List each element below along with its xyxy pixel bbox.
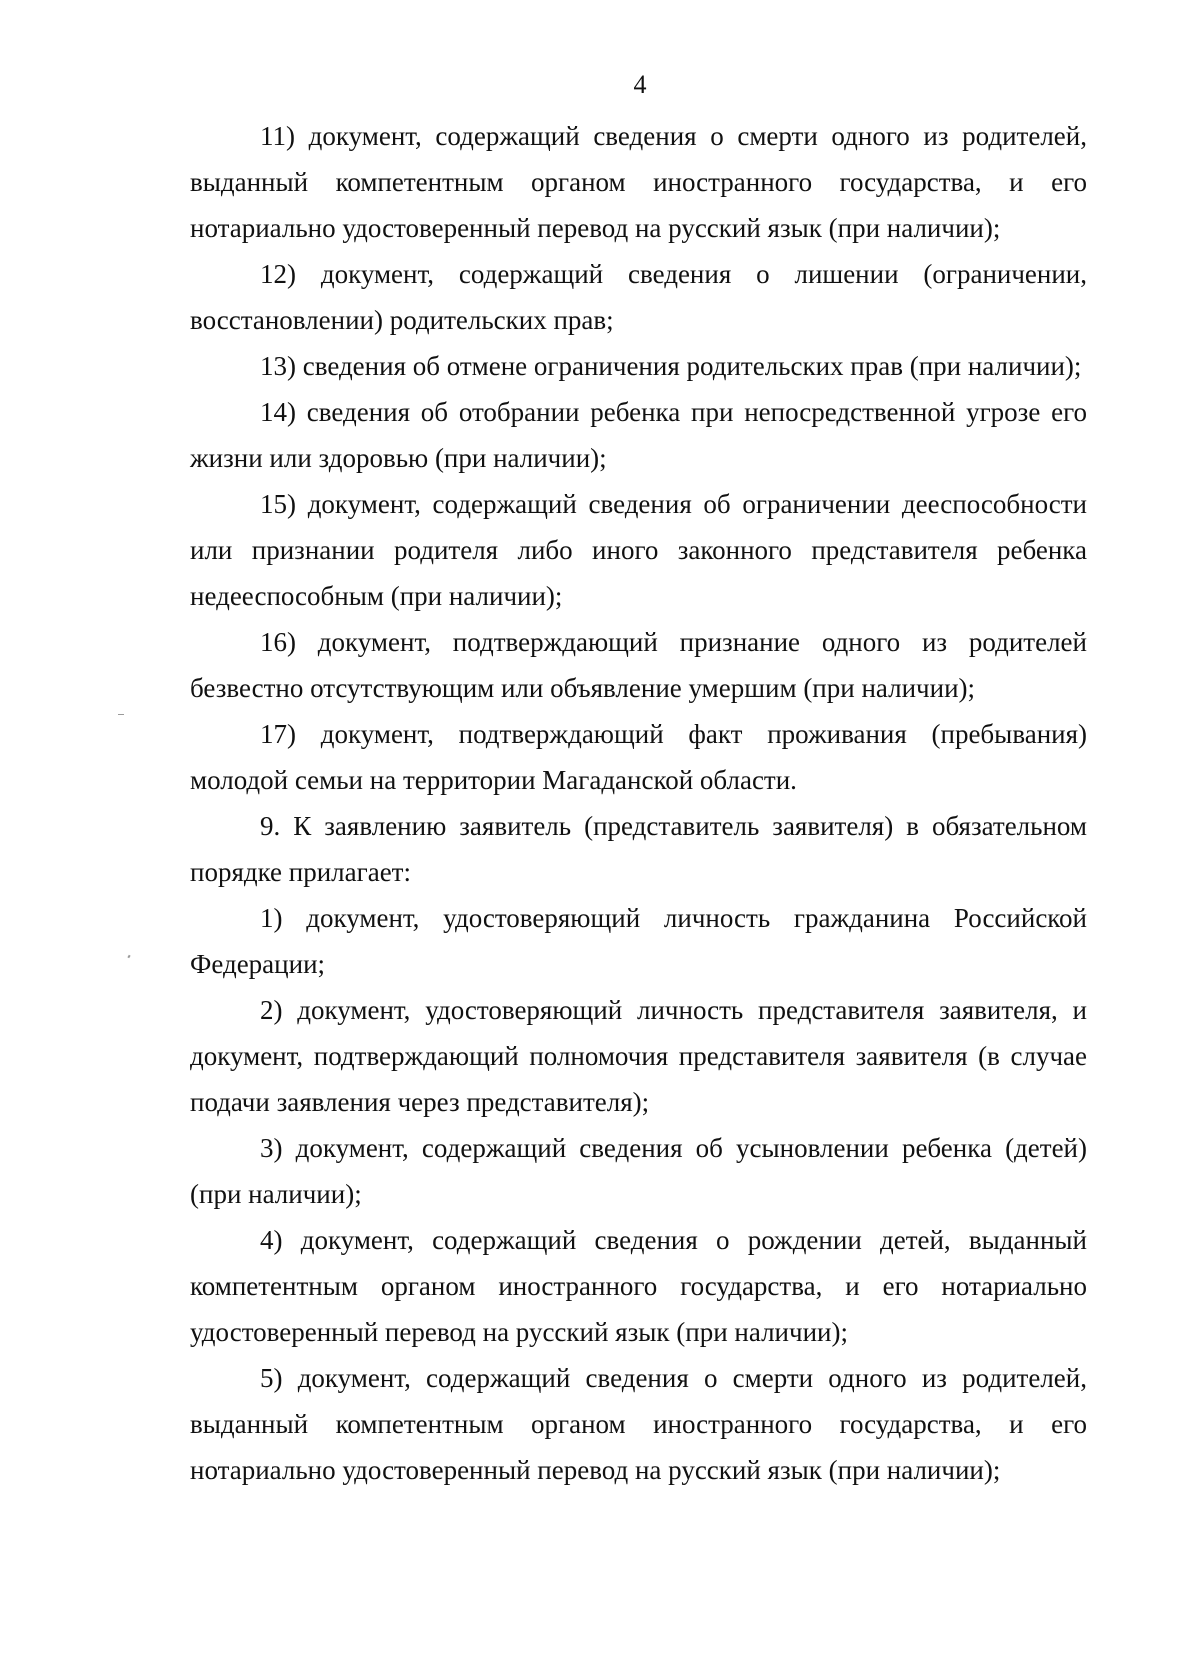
- document-body: [190, 113, 1087, 1493]
- clause-9-item-1: 1) документ, удостоверяющий личность гражданина Российской Федерации;: [190, 903, 1087, 979]
- scan-artifact: [118, 714, 124, 715]
- list-item-14: 14) сведения об отобрании ребенка при непосредственной угрозе его жизни или здоровью (при наличии);: [190, 397, 1087, 473]
- scan-artifact: [127, 955, 130, 959]
- clause-9-item-3: 3) документ, содержащий сведения об усыновлении ребенка (детей) (при наличии);: [190, 1133, 1087, 1209]
- list-item-12: 12) документ, содержащий сведения о лишении (ограничении, восстановлении) родительских прав;: [190, 259, 1087, 335]
- list-item-16: 16) документ, подтверждающий признание одного из родителей безвестно отсутствующим или объявление умершим (при наличии);: [190, 627, 1087, 703]
- clause-9-item-4: 4) документ, содержащий сведения о рождении детей, выданный компетентным органом иностранного государства, и его нотариально удостоверенный перевод на русский язык (при наличии);: [190, 1225, 1087, 1347]
- list-item-15: 15) документ, содержащий сведения об ограничении дееспособности или признании родителя либо иного законного представителя ребенка недееспособным (при наличии);: [190, 489, 1087, 611]
- clause-9-intro: 9. К заявлению заявитель (представитель заявителя) в обязательном порядке прилагает:: [190, 811, 1087, 887]
- list-item-17: 17) документ, подтверждающий факт проживания (пребывания) молодой семьи на территории Магаданской области.: [190, 719, 1087, 795]
- list-item-11: 11) документ, содержащий сведения о смерти одного из родителей, выданный компетентным органом иностранного государства, и его нотариально удостоверенный перевод на русский язык (при наличии);: [190, 121, 1087, 243]
- page-number: 4: [633, 70, 647, 99]
- list-item-13: 13) сведения об отмене ограничения родительских прав (при наличии);: [260, 351, 1082, 381]
- clause-9-item-5: 5) документ, содержащий сведения о смерти одного из родителей, выданный компетентным органом иностранного государства, и его нотариально удостоверенный перевод на русский язык (при наличии);: [190, 1363, 1087, 1485]
- clause-9-item-2: 2) документ, удостоверяющий личность представителя заявителя, и документ, подтверждающий полномочия представителя заявителя (в случае подачи заявления через представителя);: [190, 995, 1087, 1117]
